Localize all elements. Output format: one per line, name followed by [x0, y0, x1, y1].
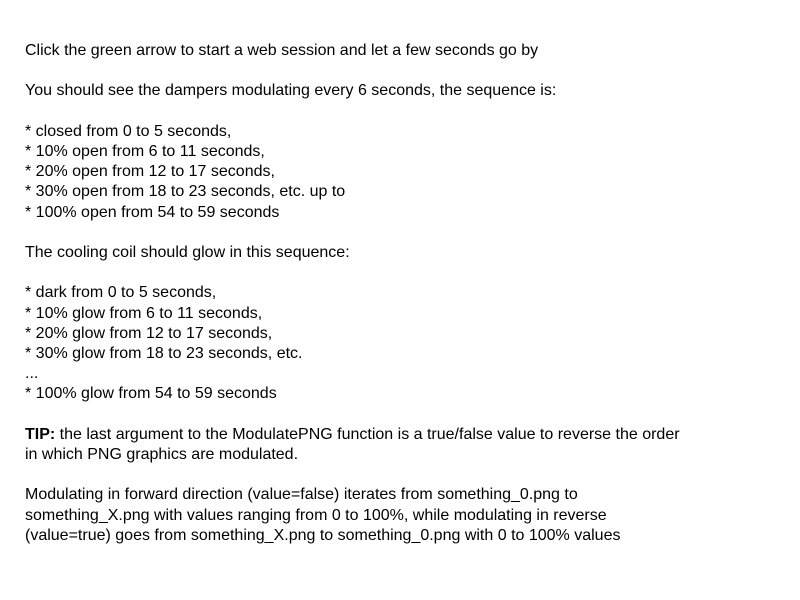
coil-list — [25, 283, 785, 404]
intro-text: Click the green arrow to start a web session and let a few seconds go by — [25, 42, 539, 59]
tip-paragraph — [25, 425, 785, 465]
coil-item: * 30% glow from 18 to 23 seconds, etc. — [25, 344, 303, 362]
modulating-line: (value=true) goes from something_X.png to something_0.png with 0 to 100% values — [25, 526, 621, 544]
dampers-item: * 10% open from 6 to 11 seconds, — [25, 142, 265, 160]
coil-item: * 100% glow from 54 to 59 seconds — [25, 385, 277, 403]
coil-heading: The cooling coil should glow in this sequence: — [25, 243, 350, 261]
dampers-item: * 20% open from 12 to 17 seconds, — [25, 163, 275, 181]
tip-line — [25, 425, 785, 445]
modulating-line: something_X.png with values ranging from 0 to 100%, while modulating in reverse — [25, 506, 607, 524]
modulating-line: Modulating in forward direction (value=false) iterates from something_0.png to — [25, 486, 578, 504]
tip-line: in which PNG graphics are modulated. — [25, 445, 299, 463]
dampers-item: * closed from 0 to 5 seconds, — [25, 122, 232, 140]
tip-text: the last argument to the ModulatePNG function is a true/false value to reverse the order — [55, 425, 680, 443]
modulating-paragraph — [25, 485, 785, 546]
tip-label: TIP: — [25, 425, 56, 443]
dampers-heading: You should see the dampers modulating every 6 seconds, the sequence is: — [25, 82, 557, 100]
coil-item: ... — [25, 365, 39, 383]
document-body — [25, 41, 785, 566]
dampers-item: * 100% open from 54 to 59 seconds — [25, 203, 280, 221]
coil-item: * 20% glow from 12 to 17 seconds, — [25, 324, 273, 342]
coil-item: * dark from 0 to 5 seconds, — [25, 284, 217, 302]
dampers-item: * 30% open from 18 to 23 seconds, etc. up to — [25, 183, 346, 201]
coil-item: * 10% glow from 6 to 11 seconds, — [25, 304, 263, 322]
dampers-list — [25, 122, 785, 223]
